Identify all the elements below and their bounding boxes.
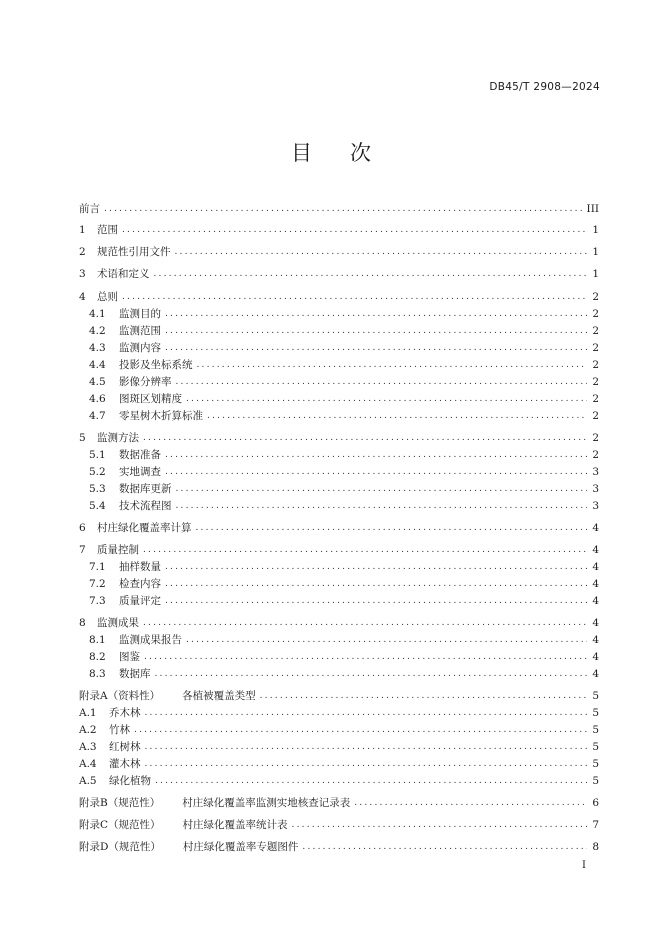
toc-entry-label: 检查内容 <box>119 578 161 590</box>
toc-entry-number: A.4 <box>79 758 97 770</box>
toc-leader-dots <box>134 722 587 738</box>
toc-entry-number: 7.1 <box>89 561 106 573</box>
toc-entry-label: 图鉴 <box>119 651 140 663</box>
toc-entry-label: 监测成果报告 <box>119 634 182 646</box>
toc-entry-number: 4.4 <box>89 359 106 371</box>
toc-entry-label: 村庄绿化覆盖率专题图件 <box>182 841 299 853</box>
toc-entry[interactable] <box>79 688 599 704</box>
toc-leader-dots <box>122 289 587 305</box>
toc-entry-label: 灌木林 <box>109 758 141 770</box>
toc-entry-number: 5.1 <box>89 449 106 461</box>
toc-leader-dots <box>145 756 588 772</box>
toc-leader-dots <box>175 244 588 260</box>
toc-entry-page: 5 <box>592 758 599 770</box>
toc-entry-page: 5 <box>592 707 599 719</box>
toc-entry-number: A.3 <box>79 741 97 753</box>
toc-leader-dots <box>104 201 582 217</box>
toc-entry-label: 投影及坐标系统 <box>119 359 193 371</box>
toc-entry[interactable] <box>79 559 599 575</box>
toc-entry-label: 数据准备 <box>119 449 161 461</box>
toc-entry-page: 4 <box>592 561 599 573</box>
page-number: I <box>582 860 586 871</box>
toc-leader-dots <box>186 391 587 407</box>
toc-entry-number: 8 <box>79 617 86 629</box>
page-title <box>0 137 662 167</box>
toc-entry-label: 监测内容 <box>119 342 161 354</box>
toc-entry-number: 2 <box>79 246 86 258</box>
toc-entry-page: 2 <box>592 308 599 320</box>
toc-entry[interactable] <box>79 666 599 682</box>
toc-leader-dots <box>165 447 587 463</box>
toc-leader-dots <box>145 739 588 755</box>
toc-leader-dots <box>176 374 588 390</box>
toc-entry[interactable] <box>79 542 599 558</box>
toc-entry[interactable] <box>79 340 599 356</box>
toc-entry-page: 4 <box>592 578 599 590</box>
toc-leader-dots <box>260 688 588 704</box>
toc-entry-label: 监测成果 <box>97 617 139 629</box>
toc-entry-number: 4.3 <box>89 342 106 354</box>
toc-entry-label: 零星树木折算标准 <box>119 410 203 422</box>
toc-entry-page: 4 <box>592 522 599 534</box>
toc-entry-label: 监测目的 <box>119 308 161 320</box>
toc-entry-page: 1 <box>592 268 599 280</box>
toc-leader-dots <box>176 481 588 497</box>
toc-leader-dots <box>165 464 587 480</box>
toc-entry[interactable] <box>79 498 599 514</box>
toc-leader-dots <box>122 222 587 238</box>
toc-entry-page: 7 <box>592 819 599 831</box>
toc-entry-number: 4.1 <box>89 308 106 320</box>
toc-entry[interactable] <box>79 306 599 322</box>
toc-entry[interactable] <box>79 795 599 811</box>
title-char-1: 目 <box>291 141 312 165</box>
toc-entry-number: 5.2 <box>89 466 106 478</box>
toc-entry-number: 4.6 <box>89 393 106 405</box>
toc-entry-number: 4.2 <box>89 325 106 337</box>
toc-entry[interactable] <box>79 430 599 446</box>
toc-entry-page: 4 <box>592 544 599 556</box>
toc-entry[interactable] <box>79 266 599 282</box>
toc-leader-dots <box>165 323 587 339</box>
toc-entry[interactable] <box>79 289 599 305</box>
toc-leader-dots <box>196 520 588 536</box>
toc-leader-dots <box>165 340 587 356</box>
toc-entry-number: 7 <box>79 544 86 556</box>
toc-entry[interactable] <box>79 649 599 665</box>
toc-entry-page: 5 <box>592 775 599 787</box>
toc-entry[interactable] <box>79 817 599 833</box>
toc-entry-label: 监测方法 <box>97 432 139 444</box>
toc-entry-number: 6 <box>79 522 86 534</box>
toc-leader-dots <box>143 542 587 558</box>
toc-entry-label: 技术流程图 <box>119 500 172 512</box>
toc-entry-page: 5 <box>592 690 599 702</box>
toc-entry-label: 竹林 <box>109 724 130 736</box>
toc-entry-page: 2 <box>592 291 599 303</box>
toc-entry-page: 4 <box>592 668 599 680</box>
toc-entry-number: 8.3 <box>89 668 106 680</box>
toc-entry[interactable] <box>79 391 599 407</box>
toc-leader-dots <box>144 649 587 665</box>
toc-entry-number: 8.1 <box>89 634 106 646</box>
toc-leader-dots <box>145 705 588 721</box>
toc-leader-dots <box>165 306 587 322</box>
toc-entry-page: 3 <box>592 466 599 478</box>
toc-entry-label: 总则 <box>97 291 118 303</box>
toc-entry-page: 1 <box>592 224 599 236</box>
toc-entry[interactable] <box>79 632 599 648</box>
toc-leader-dots <box>154 266 588 282</box>
toc-entry[interactable] <box>79 705 599 721</box>
toc-leader-dots <box>165 593 587 609</box>
toc-entry-page: 4 <box>592 634 599 646</box>
toc-entry-label: 影像分辨率 <box>119 376 172 388</box>
toc-entry-number: 附录A（资料性） <box>79 690 161 702</box>
toc-entry-number: 4 <box>79 291 86 303</box>
toc-entry-number: 3 <box>79 268 86 280</box>
toc-entry[interactable] <box>79 615 599 631</box>
toc-entry-number: 7.2 <box>89 578 106 590</box>
toc-entry-page: 2 <box>592 449 599 461</box>
toc-entry[interactable] <box>79 323 599 339</box>
toc-leader-dots <box>354 795 587 811</box>
document-code: DB45/T 2908—2024 <box>489 81 600 93</box>
toc-entry-number: 附录C（规范性） <box>79 819 161 831</box>
toc-entry-label: 村庄绿化覆盖率计算 <box>97 522 192 534</box>
toc-entry-number: 4.5 <box>89 376 106 388</box>
toc-entry[interactable] <box>79 739 599 755</box>
toc-entry-label: 前言 <box>79 203 100 215</box>
title-char-2: 次 <box>350 141 371 165</box>
toc-entry-label: 乔木林 <box>109 707 141 719</box>
toc-entry-page: 3 <box>592 500 599 512</box>
toc-leader-dots <box>176 498 588 514</box>
toc-leader-dots <box>155 666 588 682</box>
toc-leader-dots <box>143 430 587 446</box>
toc-entry-page: 4 <box>592 595 599 607</box>
toc-entry-page: 6 <box>592 797 599 809</box>
toc-entry-number: A.1 <box>79 707 97 719</box>
toc-entry-label: 质量控制 <box>97 544 139 556</box>
toc-entry-page: 2 <box>592 393 599 405</box>
toc-entry-number: A.2 <box>79 724 97 736</box>
toc-entry[interactable] <box>79 374 599 390</box>
toc-entry-label: 各植被覆盖类型 <box>182 690 256 702</box>
toc-entry-label: 数据库更新 <box>119 483 172 495</box>
toc-entry[interactable] <box>79 408 599 424</box>
toc-entry[interactable] <box>79 576 599 592</box>
toc-entry-label: 监测范围 <box>119 325 161 337</box>
toc-leader-dots <box>186 632 587 648</box>
toc-entry-page: 5 <box>592 724 599 736</box>
toc-entry-label: 实地调查 <box>119 466 161 478</box>
toc-entry-page: 2 <box>592 342 599 354</box>
toc-entry[interactable] <box>79 722 599 738</box>
toc-entry-label: 范围 <box>97 224 118 236</box>
toc-entry-label: 村庄绿化覆盖率统计表 <box>182 819 288 831</box>
toc-entry[interactable] <box>79 593 599 609</box>
toc-entry-number: 附录B（规范性） <box>79 797 161 809</box>
toc-entry[interactable] <box>79 773 599 789</box>
toc-entry-number: 1 <box>79 224 86 236</box>
toc-entry-page: 3 <box>592 483 599 495</box>
toc-leader-dots <box>165 559 587 575</box>
toc-entry[interactable] <box>79 464 599 480</box>
toc-entry-number: 8.2 <box>89 651 106 663</box>
toc-leader-dots <box>143 615 587 631</box>
toc-entry-number: 5.3 <box>89 483 106 495</box>
toc-entry-label: 质量评定 <box>119 595 161 607</box>
toc-entry-page: 2 <box>592 410 599 422</box>
toc-entry[interactable] <box>79 357 599 373</box>
toc-entry-page: 2 <box>592 376 599 388</box>
toc-entry-label: 规范性引用文件 <box>97 246 171 258</box>
toc-leader-dots <box>197 357 588 373</box>
toc-leader-dots <box>165 576 587 592</box>
toc-entry-page: 2 <box>592 359 599 371</box>
toc-entry-label: 术语和定义 <box>97 268 150 280</box>
toc-entry-number: 7.3 <box>89 595 106 607</box>
toc-entry[interactable] <box>79 222 599 238</box>
toc-entry-number: 4.7 <box>89 410 106 422</box>
toc-entry[interactable] <box>79 481 599 497</box>
toc-entry-label: 绿化植物 <box>109 775 151 787</box>
toc-entry[interactable] <box>79 447 599 463</box>
toc-entry-page: 4 <box>592 651 599 663</box>
toc-entry-page: 4 <box>592 617 599 629</box>
toc-entry-page: 2 <box>592 432 599 444</box>
toc-leader-dots <box>302 839 587 855</box>
toc-entry-label: 红树林 <box>109 741 141 753</box>
toc-entry-number: A.5 <box>79 775 97 787</box>
toc-entry-page: III <box>586 203 599 215</box>
toc-entry-label: 图斑区划精度 <box>119 393 182 405</box>
toc-entry-page: 2 <box>592 325 599 337</box>
toc-entry[interactable] <box>79 244 599 260</box>
toc-entry[interactable] <box>79 520 599 536</box>
toc-entry-label: 村庄绿化覆盖率监测实地核查记录表 <box>182 797 351 809</box>
toc-entry[interactable] <box>79 839 599 855</box>
toc-leader-dots <box>292 817 588 833</box>
toc-leader-dots <box>207 408 587 424</box>
toc-entry-page: 5 <box>592 741 599 753</box>
toc-entry-label: 抽样数量 <box>119 561 161 573</box>
toc-entry-label: 数据库 <box>119 668 151 680</box>
toc-entry-number: 5 <box>79 432 86 444</box>
toc-entry-page: 8 <box>592 841 599 853</box>
toc-entry-number: 5.4 <box>89 500 106 512</box>
toc-leader-dots <box>155 773 587 789</box>
toc-entry[interactable] <box>79 201 599 217</box>
toc-entry[interactable] <box>79 756 599 772</box>
toc-entry-page: 1 <box>592 246 599 258</box>
toc-entry-number: 附录D（规范性） <box>79 841 161 853</box>
